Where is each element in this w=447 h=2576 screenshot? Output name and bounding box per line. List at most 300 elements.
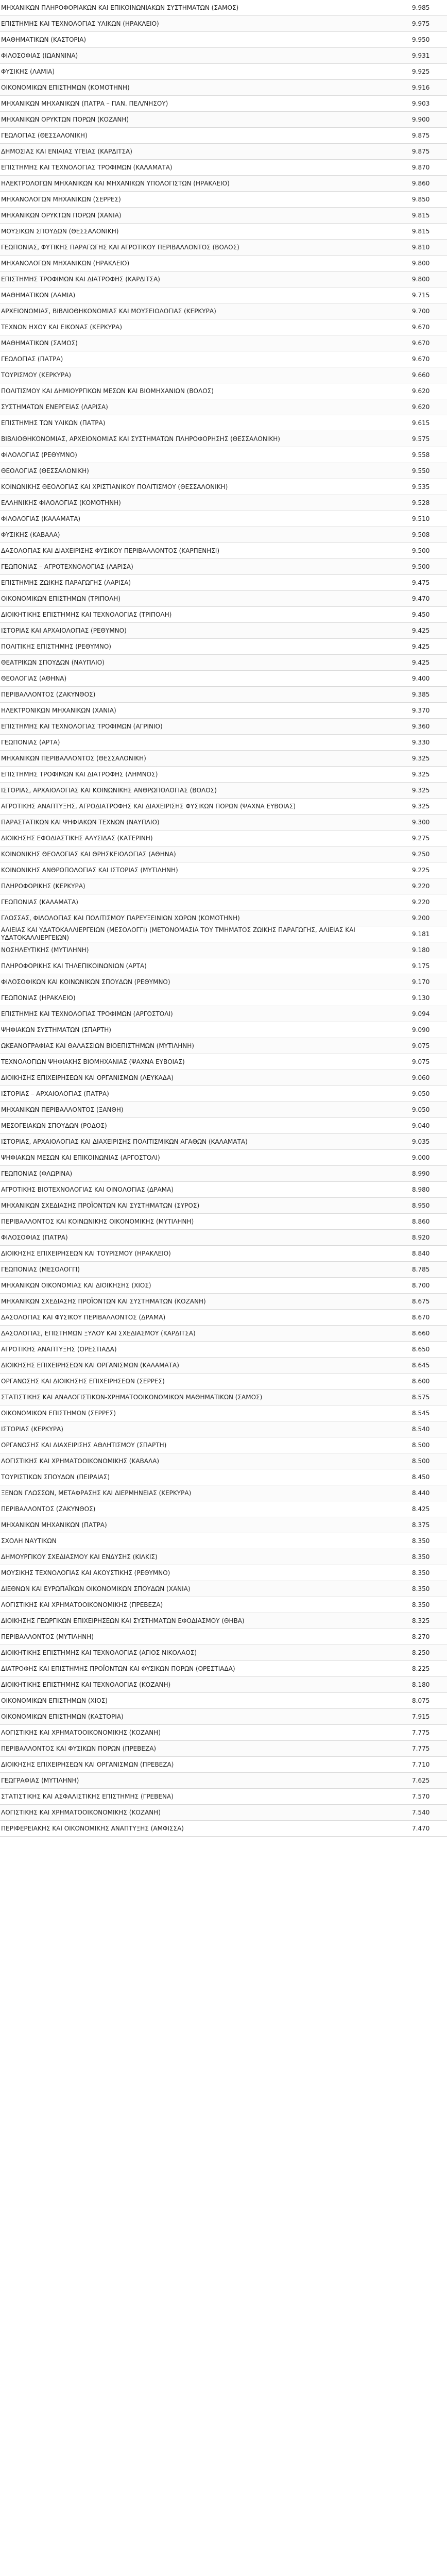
score-cell: 8.920: [409, 1230, 447, 1246]
table-row: [0, 767, 447, 783]
score-cell: 9.180: [409, 942, 447, 958]
department-name-cell: ΔΑΣΟΛΟΓΙΑΣ, ΕΠΙΣΤΗΜΩΝ ΞΥΛΟΥ ΚΑΙ ΣΧΕΔΙΑΣΜΟΥ (ΚΑΡΔΙΤΣΑ): [0, 1326, 409, 1342]
table-row: [0, 1517, 447, 1533]
table-row: [0, 1693, 447, 1709]
table-row: [0, 926, 447, 942]
department-name-cell: ΦΥΣΙΚΗΣ (ΛΑΜΙΑ): [0, 64, 409, 80]
department-name-cell: ΓΕΩΠΟΝΙΑΣ (ΚΑΛΑΜΑΤΑ): [0, 894, 409, 910]
score-cell: 8.600: [409, 1374, 447, 1389]
score-cell: 8.540: [409, 1421, 447, 1437]
score-cell: 8.500: [409, 1437, 447, 1453]
table-row: [0, 128, 447, 144]
score-cell: 7.570: [409, 1789, 447, 1805]
score-cell: 9.130: [409, 990, 447, 1006]
table-row: [0, 543, 447, 559]
table-row: [0, 671, 447, 687]
department-name-cell: ΠΟΛΙΤΙΚΗΣ ΕΠΙΣΤΗΜΗΣ (ΡΕΘΥΜΝΟ): [0, 639, 409, 655]
score-cell: 8.270: [409, 1629, 447, 1645]
score-cell: 9.170: [409, 974, 447, 990]
score-cell: 8.700: [409, 1278, 447, 1294]
department-name-cell: ΛΟΓΙΣΤΙΚΗΣ ΚΑΙ ΧΡΗΜΑΤΟΟΙΚΟΝΟΜΙΚΗΣ (ΚΑΒΑΛΑ): [0, 1453, 409, 1469]
department-name-cell: ΟΙΚΟΝΟΜΙΚΩΝ ΕΠΙΣΤΗΜΩΝ (ΧΙΟΣ): [0, 1693, 409, 1709]
score-cell: 8.980: [409, 1182, 447, 1198]
score-cell: 8.425: [409, 1501, 447, 1517]
department-name-cell: ΔΙΟΙΚΗΤΙΚΗΣ ΕΠΙΣΤΗΜΗΣ ΚΑΙ ΤΕΧΝΟΛΟΓΙΑΣ (ΤΡΙΠΟΛΗ): [0, 607, 409, 623]
department-name-cell: ΚΟΙΝΩΝΙΚΗΣ ΘΕΟΛΟΓΙΑΣ ΚΑΙ ΧΡΙΣΤΙΑΝΙΚΟΥ ΠΟΛΙΤΙΣΜΟΥ (ΘΕΣΣΑΛΟΝΙΚΗ): [0, 479, 409, 495]
score-cell: 9.200: [409, 910, 447, 926]
table-row: [0, 287, 447, 303]
table-row: [0, 623, 447, 639]
department-name-cell: ΣΥΣΤΗΜΑΤΩΝ ΕΝΕΡΓΕΙΑΣ (ΛΑΡΙΣΑ): [0, 399, 409, 415]
table-row: [0, 1773, 447, 1789]
department-name-cell: ΘΕΟΛΟΓΙΑΣ (ΘΕΣΣΑΛΟΝΙΚΗ): [0, 463, 409, 479]
table-row: [0, 735, 447, 751]
department-name-cell: ΜΗΧΑΝΙΚΩΝ ΠΕΡΙΒΑΛΛΟΝΤΟΣ (ΘΕΣΣΑΛΟΝΙΚΗ): [0, 751, 409, 767]
table-row: [0, 479, 447, 495]
table-row: [0, 783, 447, 799]
department-name-cell: ΟΙΚΟΝΟΜΙΚΩΝ ΕΠΙΣΤΗΜΩΝ (ΣΕΡΡΕΣ): [0, 1405, 409, 1421]
department-name-cell: ΓΛΩΣΣΑΣ, ΦΙΛΟΛΟΓΙΑΣ ΚΑΙ ΠΟΛΙΤΙΣΜΟΥ ΠΑΡΕΥΞΕΙΝΙΩΝ ΧΩΡΩΝ (ΚΟΜΟΤΗΝΗ): [0, 910, 409, 926]
score-cell: 9.470: [409, 591, 447, 607]
score-cell: 8.785: [409, 1262, 447, 1278]
table-row: [0, 1118, 447, 1134]
table-row: [0, 1198, 447, 1214]
table-row: [0, 383, 447, 399]
score-cell: 9.050: [409, 1086, 447, 1102]
score-cell: 9.670: [409, 335, 447, 351]
department-name-cell: ΨΗΦΙΑΚΩΝ ΜΕΣΩΝ ΚΑΙ ΕΠΙΚΟΙΝΩΝΙΑΣ (ΑΡΓΟΣΤΟΛΙ): [0, 1150, 409, 1166]
score-cell: 9.575: [409, 431, 447, 447]
department-name-cell: ΠΕΡΙΒΑΛΛΟΝΤΟΣ ΚΑΙ ΦΥΣΙΚΩΝ ΠΟΡΩΝ (ΠΡΕΒΕΖΑ): [0, 1741, 409, 1757]
score-cell: 9.175: [409, 958, 447, 974]
department-name-cell: ΦΥΣΙΚΗΣ (ΚΑΒΑΛΑ): [0, 527, 409, 543]
department-name-cell: ΣΤΑΤΙΣΤΙΚΗΣ ΚΑΙ ΑΣΦΑΛΙΣΤΙΚΗΣ ΕΠΙΣΤΗΜΗΣ (ΓΡΕΒΕΝΑ): [0, 1789, 409, 1805]
table-row: [0, 1741, 447, 1757]
department-name-cell: ΓΕΩΠΟΝΙΑΣ (ΦΛΩΡΙΝΑ): [0, 1166, 409, 1182]
table-row: [0, 447, 447, 463]
table-row: [0, 942, 447, 958]
score-cell: 9.860: [409, 176, 447, 192]
score-cell: 9.325: [409, 799, 447, 815]
score-cell: 9.250: [409, 846, 447, 862]
table-row: [0, 303, 447, 319]
department-name-cell: ΕΠΙΣΤΗΜΗΣ ΤΡΟΦΙΜΩΝ ΚΑΙ ΔΙΑΤΡΟΦΗΣ (ΛΗΜΝΟΣ): [0, 767, 409, 783]
department-name-cell: ΠΛΗΡΟΦΟΡΙΚΗΣ (ΚΕΡΚΥΡΑ): [0, 878, 409, 894]
department-name-cell: ΠΕΡΙΒΑΛΛΟΝΤΟΣ (ΖΑΚΥΝΘΟΣ): [0, 687, 409, 703]
score-cell: 8.860: [409, 1214, 447, 1230]
department-name-cell: ΤΟΥΡΙΣΜΟΥ (ΚΕΡΚΥΡΑ): [0, 367, 409, 383]
score-cell: 7.775: [409, 1741, 447, 1757]
table-row: [0, 319, 447, 335]
department-name-cell: ΝΟΣΗΛΕΥΤΙΚΗΣ (ΜΥΤΙΛΗΝΗ): [0, 942, 409, 958]
table-row: [0, 751, 447, 767]
table-row: [0, 655, 447, 671]
score-cell: 9.500: [409, 543, 447, 559]
department-name-cell: ΙΣΤΟΡΙΑΣ ΚΑΙ ΑΡΧΑΙΟΛΟΓΙΑΣ (ΡΕΘΥΜΝΟ): [0, 623, 409, 639]
table-row: [0, 1086, 447, 1102]
table-row: [0, 399, 447, 415]
table-row: [0, 1597, 447, 1613]
score-cell: 9.325: [409, 767, 447, 783]
score-cell: 9.475: [409, 575, 447, 591]
table-row: [0, 639, 447, 655]
table-row: [0, 1661, 447, 1677]
score-cell: 7.775: [409, 1725, 447, 1741]
table-row: [0, 1405, 447, 1421]
score-cell: 9.090: [409, 1022, 447, 1038]
department-name-cell: ΤΕΧΝΟΛΟΓΙΩΝ ΨΗΦΙΑΚΗΣ ΒΙΟΜΗΧΑΝΙΑΣ (ΨΑΧΝΑ ΕΥΒΟΙΑΣ): [0, 1054, 409, 1070]
department-name-cell: ΔΑΣΟΛΟΓΙΑΣ ΚΑΙ ΦΥΣΙΚΟΥ ΠΕΡΙΒΑΛΛΟΝΤΟΣ (ΔΡΑΜΑ): [0, 1310, 409, 1326]
score-cell: 9.800: [409, 272, 447, 287]
score-cell: 9.325: [409, 783, 447, 799]
table-row: [0, 703, 447, 719]
department-name-cell: ΒΙΒΛΙΟΘΗΚΟΝΟΜΙΑΣ, ΑΡΧΕΙΟΝΟΜΙΑΣ ΚΑΙ ΣΥΣΤΗΜΑΤΩΝ ΠΛΗΡΟΦΟΡΗΣΗΣ (ΘΕΣΣΑΛΟΝΙΚΗ): [0, 431, 409, 447]
department-name-cell: ΟΡΓΑΝΩΣΗΣ ΚΑΙ ΔΙΟΙΚΗΣΗΣ ΕΠΙΧΕΙΡΗΣΕΩΝ (ΣΕΡΡΕΣ): [0, 1374, 409, 1389]
score-cell: 8.350: [409, 1597, 447, 1613]
score-cell: 9.360: [409, 719, 447, 735]
table-row: [0, 224, 447, 240]
score-cell: 8.250: [409, 1645, 447, 1661]
score-cell: 9.615: [409, 415, 447, 431]
score-cell: 8.325: [409, 1613, 447, 1629]
table-row: [0, 367, 447, 383]
table-row: [0, 272, 447, 287]
score-cell: 9.300: [409, 815, 447, 831]
table-row: [0, 1581, 447, 1597]
department-name-cell: ΕΠΙΣΤΗΜΗΣ ΚΑΙ ΤΕΧΝΟΛΟΓΙΑΣ ΤΡΟΦΙΜΩΝ (ΑΓΡΙΝΙΟ): [0, 719, 409, 735]
department-name-cell: ΕΠΙΣΤΗΜΗΣ ΚΑΙ ΤΕΧΝΟΛΟΓΙΑΣ ΤΡΟΦΙΜΩΝ (ΚΑΛΑΜΑΤΑ): [0, 160, 409, 176]
department-name-cell: ΜΗΧΑΝΙΚΩΝ ΟΙΚΟΝΟΜΙΑΣ ΚΑΙ ΔΙΟΙΚΗΣΗΣ (ΧΙΟΣ): [0, 1278, 409, 1294]
score-cell: 9.528: [409, 495, 447, 511]
table-row: [0, 511, 447, 527]
table-row: [0, 1437, 447, 1453]
department-name-cell: ΦΙΛΟΣΟΦΙΑΣ (ΠΑΤΡΑ): [0, 1230, 409, 1246]
department-name-cell: ΑΡΧΕΙΟΝΟΜΙΑΣ, ΒΙΒΛΙΟΘΗΚΟΝΟΜΙΑΣ ΚΑΙ ΜΟΥΣΕΙΟΛΟΓΙΑΣ (ΚΕΡΚΥΡΑ): [0, 303, 409, 319]
department-name-cell: ΜΟΥΣΙΚΗΣ ΤΕΧΝΟΛΟΓΙΑΣ ΚΑΙ ΑΚΟΥΣΤΙΚΗΣ (ΡΕΘΥΜΝΟ): [0, 1565, 409, 1581]
score-cell: 9.450: [409, 607, 447, 623]
table-row: [0, 1326, 447, 1342]
table-row: [0, 1054, 447, 1070]
score-cell: 9.094: [409, 1006, 447, 1022]
table-row: [0, 719, 447, 735]
department-name-cell: ΗΛΕΚΤΡΟΛΟΓΩΝ ΜΗΧΑΝΙΚΩΝ ΚΑΙ ΜΗΧΑΝΙΚΩΝ ΥΠΟΛΟΓΙΣΤΩΝ (ΗΡΑΚΛΕΙΟ): [0, 176, 409, 192]
table-row: [0, 910, 447, 926]
score-cell: 9.670: [409, 351, 447, 367]
score-cell: 9.950: [409, 32, 447, 48]
table-row: [0, 144, 447, 160]
department-name-cell: ΚΟΙΝΩΝΙΚΗΣ ΑΝΘΡΩΠΟΛΟΓΙΑΣ ΚΑΙ ΙΣΤΟΡΙΑΣ (ΜΥΤΙΛΗΝΗ): [0, 862, 409, 878]
department-name-cell: ΔΙΟΙΚΗΣΗΣ ΕΠΙΧΕΙΡΗΣΕΩΝ ΚΑΙ ΟΡΓΑΝΙΣΜΩΝ (ΚΑΛΑΜΑΤΑ): [0, 1358, 409, 1374]
department-name-cell: ΠΑΡΑΣΤΑΤΙΚΩΝ ΚΑΙ ΨΗΦΙΑΚΩΝ ΤΕΧΝΩΝ (ΝΑΥΠΛΙΟ): [0, 815, 409, 831]
table-row: [0, 1374, 447, 1389]
department-name-cell: ΕΠΙΣΤΗΜΗΣ ΚΑΙ ΤΕΧΝΟΛΟΓΙΑΣ ΥΛΙΚΩΝ (ΗΡΑΚΛΕΙΟ): [0, 16, 409, 32]
department-name-cell: ΛΟΓΙΣΤΙΚΗΣ ΚΑΙ ΧΡΗΜΑΤΟΟΙΚΟΝΟΜΙΚΗΣ (ΠΡΕΒΕΖΑ): [0, 1597, 409, 1613]
table-row: [0, 1757, 447, 1773]
score-cell: 9.040: [409, 1118, 447, 1134]
table-row: [0, 1453, 447, 1469]
table-row: [0, 815, 447, 831]
department-name-cell: ΑΓΡΟΤΙΚΗΣ ΒΙΟΤΕΧΝΟΛΟΓΙΑΣ ΚΑΙ ΟΙΝΟΛΟΓΙΑΣ (ΔΡΑΜΑ): [0, 1182, 409, 1198]
department-name-cell: ΔΗΜΟΣΙΑΣ ΚΑΙ ΕΝΙΑΙΑΣ ΥΓΕΙΑΣ (ΚΑΡΔΙΤΣΑ): [0, 144, 409, 160]
department-name-cell: ΜΗΧΑΝΙΚΩΝ ΣΧΕΔΙΑΣΗΣ ΠΡΟΪΟΝΤΩΝ ΚΑΙ ΣΥΣΤΗΜΑΤΩΝ (ΚΟΖΑΝΗ): [0, 1294, 409, 1310]
score-cell: 8.500: [409, 1453, 447, 1469]
table-row: [0, 176, 447, 192]
score-cell: 8.645: [409, 1358, 447, 1374]
table-row: [0, 846, 447, 862]
score-cell: 9.810: [409, 240, 447, 256]
score-cell: 9.425: [409, 655, 447, 671]
score-cell: 8.350: [409, 1581, 447, 1597]
department-name-cell: ΓΕΩΠΟΝΙΑΣ (ΗΡΑΚΛΕΙΟ): [0, 990, 409, 1006]
department-name-cell: ΔΙΑΤΡΟΦΗΣ ΚΑΙ ΕΠΙΣΤΗΜΗΣ ΠΡΟΪΟΝΤΩΝ ΚΑΙ ΦΥΣΙΚΩΝ ΠΟΡΩΝ (ΟΡΕΣΤΙΑΔΑ): [0, 1661, 409, 1677]
score-cell: 9.903: [409, 96, 447, 112]
department-name-cell: ΟΙΚΟΝΟΜΙΚΩΝ ΕΠΙΣΤΗΜΩΝ (ΤΡΙΠΟΛΗ): [0, 591, 409, 607]
table-row: [0, 974, 447, 990]
score-cell: 9.875: [409, 144, 447, 160]
department-name-cell: ΑΛΙΕΙΑΣ ΚΑΙ ΥΔΑΤΟΚΑΛΛΙΕΡΓΕΙΩΝ (ΜΕΣΟΛΟΓΓΙ) (ΜΕΤΟΝΟΜΑΣΙΑ ΤΟΥ ΤΜΗΜΑΤΟΣ ΖΩΙΚΗΣ ΠΑΡΑΓΩΓΗΣ, ΑΛΙΕΙΑΣ ΚΑΙ ΥΔΑΤΟΚΑΛΛΙΕΡΓΕΙΩΝ): [0, 926, 409, 942]
table-row: [0, 1262, 447, 1278]
department-name-cell: ΕΛΛΗΝΙΚΗΣ ΦΙΛΟΛΟΓΙΑΣ (ΚΟΜΟΤΗΝΗ): [0, 495, 409, 511]
department-name-cell: ΜΑΘΗΜΑΤΙΚΩΝ (ΚΑΣΤΟΡΙΑ): [0, 32, 409, 48]
table-row: [0, 831, 447, 846]
department-name-cell: ΜΟΥΣΙΚΩΝ ΣΠΟΥΔΩΝ (ΘΕΣΣΑΛΟΝΙΚΗ): [0, 224, 409, 240]
table-row: [0, 192, 447, 208]
department-name-cell: ΜΑΘΗΜΑΤΙΚΩΝ (ΛΑΜΙΑ): [0, 287, 409, 303]
table-row: [0, 799, 447, 815]
department-name-cell: ΜΗΧΑΝΙΚΩΝ ΜΗΧΑΝΙΚΩΝ (ΠΑΤΡΑ – ΠΑΝ. ΠΕΛ/ΝΗΣΟΥ): [0, 96, 409, 112]
department-name-cell: ΕΠΙΣΤΗΜΗΣ ΤΩΝ ΥΛΙΚΩΝ (ΠΑΤΡΑ): [0, 415, 409, 431]
table-row: [0, 591, 447, 607]
score-cell: 8.650: [409, 1342, 447, 1358]
department-name-cell: ΙΣΤΟΡΙΑΣ – ΑΡΧΑΙΟΛΟΓΙΑΣ (ΠΑΤΡΑ): [0, 1086, 409, 1102]
score-cell: 9.900: [409, 112, 447, 128]
department-name-cell: ΣΧΟΛΗ ΝΑΥΤΙΚΩΝ: [0, 1533, 409, 1549]
table-row: [0, 1230, 447, 1246]
department-name-cell: ΜΗΧΑΝΙΚΩΝ ΜΗΧΑΝΙΚΩΝ (ΠΑΤΡΑ): [0, 1517, 409, 1533]
department-name-cell: ΦΙΛΟΣΟΦΙΑΣ (ΙΩΑΝΝΙΝΑ): [0, 48, 409, 64]
department-name-cell: ΓΕΩΠΟΝΙΑΣ, ΦΥΤΙΚΗΣ ΠΑΡΑΓΩΓΗΣ ΚΑΙ ΑΓΡΟΤΙΚΟΥ ΠΕΡΙΒΑΛΛΟΝΤΟΣ (ΒΟΛΟΣ): [0, 240, 409, 256]
table-row: [0, 1485, 447, 1501]
score-cell: 9.815: [409, 208, 447, 224]
department-name-cell: ΓΕΩΛΟΓΙΑΣ (ΘΕΣΣΑΛΟΝΙΚΗ): [0, 128, 409, 144]
score-cell: 9.931: [409, 48, 447, 64]
table-row: [0, 990, 447, 1006]
score-cell: 9.925: [409, 64, 447, 80]
score-cell: 7.470: [409, 1821, 447, 1837]
department-name-cell: ΑΓΡΟΤΙΚΗΣ ΑΝΑΠΤΥΞΗΣ (ΟΡΕΣΤΙΑΔΑ): [0, 1342, 409, 1358]
department-name-cell: ΦΙΛΟΛΟΓΙΑΣ (ΚΑΛΑΜΑΤΑ): [0, 511, 409, 527]
score-cell: 8.375: [409, 1517, 447, 1533]
score-cell: 9.620: [409, 383, 447, 399]
score-cell: 8.660: [409, 1326, 447, 1342]
table-row: [0, 1166, 447, 1182]
table-row: [0, 575, 447, 591]
score-cell: 8.840: [409, 1246, 447, 1262]
score-cell: 9.370: [409, 703, 447, 719]
score-cell: 9.035: [409, 1134, 447, 1150]
score-cell: 9.425: [409, 639, 447, 655]
table-row: [0, 1789, 447, 1805]
score-cell: 8.350: [409, 1533, 447, 1549]
score-cell: 8.545: [409, 1405, 447, 1421]
department-name-cell: ΓΕΩΛΟΓΙΑΣ (ΠΑΤΡΑ): [0, 351, 409, 367]
score-cell: 9.181: [409, 926, 447, 942]
department-name-cell: ΜΗΧΑΝΙΚΩΝ ΟΡΥΚΤΩΝ ΠΟΡΩΝ (ΚΟΖΑΝΗ): [0, 112, 409, 128]
department-name-cell: ΕΠΙΣΤΗΜΗΣ ΖΩΙΚΗΣ ΠΑΡΑΓΩΓΗΣ (ΛΑΡΙΣΑ): [0, 575, 409, 591]
score-cell: 9.800: [409, 256, 447, 272]
department-name-cell: ΔΙΟΙΚΗΣΗΣ ΕΠΙΧΕΙΡΗΣΕΩΝ ΚΑΙ ΟΡΓΑΝΙΣΜΩΝ (ΛΕΥΚΑΔΑ): [0, 1070, 409, 1086]
table-row: [0, 1022, 447, 1038]
score-cell: 8.350: [409, 1549, 447, 1565]
table-row: [0, 1150, 447, 1166]
department-name-cell: ΜΗΧΑΝΙΚΩΝ ΠΕΡΙΒΑΛΛΟΝΤΟΣ (ΞΑΝΘΗ): [0, 1102, 409, 1118]
table-row: [0, 1613, 447, 1629]
score-cell: 9.075: [409, 1038, 447, 1054]
department-name-cell: ΘΕΟΛΟΓΙΑΣ (ΑΘΗΝΑ): [0, 671, 409, 687]
table-row: [0, 351, 447, 367]
score-cell: 9.400: [409, 671, 447, 687]
score-cell: 9.075: [409, 1054, 447, 1070]
score-cell: 9.975: [409, 16, 447, 32]
table-row: [0, 1294, 447, 1310]
table-row: [0, 48, 447, 64]
score-cell: 7.915: [409, 1709, 447, 1725]
department-name-cell: ΔΙΟΙΚΗΣΗΣ ΕΠΙΧΕΙΡΗΣΕΩΝ ΚΑΙ ΤΟΥΡΙΣΜΟΥ (ΗΡΑΚΛΕΙΟ): [0, 1246, 409, 1262]
department-name-cell: ΙΣΤΟΡΙΑΣ (ΚΕΡΚΥΡΑ): [0, 1421, 409, 1437]
table-row: [0, 160, 447, 176]
score-cell: 9.670: [409, 319, 447, 335]
department-name-cell: ΦΙΛΟΛΟΓΙΑΣ (ΡΕΘΥΜΝΟ): [0, 447, 409, 463]
department-name-cell: ΠΕΡΙΦΕΡΕΙΑΚΗΣ ΚΑΙ ΟΙΚΟΝΟΜΙΚΗΣ ΑΝΑΠΤΥΞΗΣ (ΑΜΦΙΣΣΑ): [0, 1821, 409, 1837]
table-row: [0, 415, 447, 431]
department-name-cell: ΓΕΩΠΟΝΙΑΣ – ΑΓΡΟΤΕΧΝΟΛΟΓΙΑΣ (ΛΑΡΙΣΑ): [0, 559, 409, 575]
score-cell: 8.990: [409, 1166, 447, 1182]
department-name-cell: ΤΟΥΡΙΣΤΙΚΩΝ ΣΠΟΥΔΩΝ (ΠΕΙΡΑΙΑΣ): [0, 1469, 409, 1485]
score-cell: 8.225: [409, 1661, 447, 1677]
table-row: [0, 208, 447, 224]
score-cell: 9.000: [409, 1150, 447, 1166]
table-row: [0, 1278, 447, 1294]
department-name-cell: ΜΕΣΟΓΕΙΑΚΩΝ ΣΠΟΥΔΩΝ (ΡΟΔΟΣ): [0, 1118, 409, 1134]
table-row: [0, 1214, 447, 1230]
score-cell: 9.220: [409, 894, 447, 910]
department-name-cell: ΤΕΧΝΩΝ ΗΧΟΥ ΚΑΙ ΕΙΚΟΝΑΣ (ΚΕΡΚΥΡΑ): [0, 319, 409, 335]
score-cell: 9.060: [409, 1070, 447, 1086]
department-name-cell: ΕΠΙΣΤΗΜΗΣ ΤΡΟΦΙΜΩΝ ΚΑΙ ΔΙΑΤΡΟΦΗΣ (ΚΑΡΔΙΤΣΑ): [0, 272, 409, 287]
score-cell: 9.985: [409, 0, 447, 16]
table-row: [0, 463, 447, 479]
score-cell: 9.850: [409, 192, 447, 208]
table-row: [0, 32, 447, 48]
department-name-cell: ΟΙΚΟΝΟΜΙΚΩΝ ΕΠΙΣΤΗΜΩΝ (ΚΟΜΟΤΗΝΗ): [0, 80, 409, 96]
score-cell: 9.385: [409, 687, 447, 703]
score-cell: 8.350: [409, 1565, 447, 1581]
department-name-cell: ΨΗΦΙΑΚΩΝ ΣΥΣΤΗΜΑΤΩΝ (ΣΠΑΡΤΗ): [0, 1022, 409, 1038]
table-row: [0, 1070, 447, 1086]
department-name-cell: ΟΙΚΟΝΟΜΙΚΩΝ ΕΠΙΣΤΗΜΩΝ (ΚΑΣΤΟΡΙΑ): [0, 1709, 409, 1725]
department-name-cell: ΚΟΙΝΩΝΙΚΗΣ ΘΕΟΛΟΓΙΑΣ ΚΑΙ ΘΡΗΣΚΕΙΟΛΟΓΙΑΣ (ΑΘΗΝΑ): [0, 846, 409, 862]
score-cell: 8.675: [409, 1294, 447, 1310]
table-row: [0, 958, 447, 974]
score-cell: 9.508: [409, 527, 447, 543]
score-cell: 7.540: [409, 1805, 447, 1821]
department-name-cell: ΛΟΓΙΣΤΙΚΗΣ ΚΑΙ ΧΡΗΜΑΤΟΟΙΚΟΝΟΜΙΚΗΣ (ΚΟΖΑΝΗ): [0, 1805, 409, 1821]
table-row: [0, 559, 447, 575]
score-cell: 9.550: [409, 463, 447, 479]
table-row: [0, 1709, 447, 1725]
department-name-cell: ΔΙΟΙΚΗΤΙΚΗΣ ΕΠΙΣΤΗΜΗΣ ΚΑΙ ΤΕΧΝΟΛΟΓΙΑΣ (ΚΟΖΑΝΗ): [0, 1677, 409, 1693]
department-name-cell: ΗΛΕΚΤΡΟΝΙΚΩΝ ΜΗΧΑΝΙΚΩΝ (ΧΑΝΙΑ): [0, 703, 409, 719]
department-name-cell: ΜΗΧΑΝΙΚΩΝ ΠΛΗΡΟΦΟΡΙΑΚΩΝ ΚΑΙ ΕΠΙΚΟΙΝΩΝΙΑΚΩΝ ΣΥΣΤΗΜΑΤΩΝ (ΣΑΜΟΣ): [0, 0, 409, 16]
score-cell: 9.715: [409, 287, 447, 303]
department-name-cell: ΔΙΟΙΚΗΤΙΚΗΣ ΕΠΙΣΤΗΜΗΣ ΚΑΙ ΤΕΧΝΟΛΟΓΙΑΣ (ΑΓΙΟΣ ΝΙΚΟΛΑΟΣ): [0, 1645, 409, 1661]
table-row: [0, 0, 447, 16]
score-cell: 8.450: [409, 1469, 447, 1485]
department-name-cell: ΓΕΩΠΟΝΙΑΣ (ΜΕΣΟΛΟΓΓΙ): [0, 1262, 409, 1278]
table-row: [0, 1821, 447, 1837]
department-name-cell: ΟΡΓΑΝΩΣΗΣ ΚΑΙ ΔΙΑΧΕΙΡΙΣΗΣ ΑΘΛΗΤΙΣΜΟΥ (ΣΠΑΡΤΗ): [0, 1437, 409, 1453]
score-cell: 9.875: [409, 128, 447, 144]
table-row: [0, 1358, 447, 1374]
score-cell: 9.510: [409, 511, 447, 527]
table-row: [0, 1134, 447, 1150]
department-name-cell: ΠΛΗΡΟΦΟΡΙΚΗΣ ΚΑΙ ΤΗΛΕΠΙΚΟΙΝΩΝΙΩΝ (ΑΡΤΑ): [0, 958, 409, 974]
department-name-cell: ΕΠΙΣΤΗΜΗΣ ΚΑΙ ΤΕΧΝΟΛΟΓΙΑΣ ΤΡΟΦΙΜΩΝ (ΑΡΓΟΣΤΟΛΙ): [0, 1006, 409, 1022]
table-row: [0, 1629, 447, 1645]
score-cell: 9.225: [409, 862, 447, 878]
department-name-cell: ΠΟΛΙΤΙΣΜΟΥ ΚΑΙ ΔΗΜΙΟΥΡΓΙΚΩΝ ΜΕΣΩΝ ΚΑΙ ΒΙΟΜΗΧΑΝΙΩΝ (ΒΟΛΟΣ): [0, 383, 409, 399]
table-row: [0, 1501, 447, 1517]
department-name-cell: ΔΗΜΟΥΡΓΙΚΟΥ ΣΧΕΔΙΑΣΜΟΥ ΚΑΙ ΕΝΔΥΣΗΣ (ΚΙΛΚΙΣ): [0, 1549, 409, 1565]
score-cell: 9.916: [409, 80, 447, 96]
table-row: [0, 1421, 447, 1437]
table-row: [0, 240, 447, 256]
score-cell: 9.050: [409, 1102, 447, 1118]
table-row: [0, 1725, 447, 1741]
table-row: [0, 80, 447, 96]
department-name-cell: ΜΗΧΑΝΙΚΩΝ ΟΡΥΚΤΩΝ ΠΟΡΩΝ (ΧΑΝΙΑ): [0, 208, 409, 224]
score-cell: 9.325: [409, 751, 447, 767]
table-row: [0, 1310, 447, 1326]
table-row: [0, 1565, 447, 1581]
department-name-cell: ΔΙΟΙΚΗΣΗΣ ΕΦΟΔΙΑΣΤΙΚΗΣ ΑΛΥΣΙΔΑΣ (ΚΑΤΕΡΙΝΗ): [0, 831, 409, 846]
table-row: [0, 607, 447, 623]
department-name-cell: ΜΗΧΑΝΙΚΩΝ ΣΧΕΔΙΑΣΗΣ ΠΡΟΪΟΝΤΩΝ ΚΑΙ ΣΥΣΤΗΜΑΤΩΝ (ΣΥΡΟΣ): [0, 1198, 409, 1214]
table-row: [0, 1246, 447, 1262]
table-row: [0, 1677, 447, 1693]
score-cell: 8.950: [409, 1198, 447, 1214]
department-name-cell: ΦΙΛΟΣΟΦΙΚΩΝ ΚΑΙ ΚΟΙΝΩΝΙΚΩΝ ΣΠΟΥΔΩΝ (ΡΕΘΥΜΝΟ): [0, 974, 409, 990]
score-cell: 9.220: [409, 878, 447, 894]
department-name-cell: ΘΕΑΤΡΙΚΩΝ ΣΠΟΥΔΩΝ (ΝΑΥΠΛΙΟ): [0, 655, 409, 671]
table-row: [0, 16, 447, 32]
table-row: [0, 527, 447, 543]
table-row: [0, 1645, 447, 1661]
table-row: [0, 335, 447, 351]
score-cell: 9.660: [409, 367, 447, 383]
table-row: [0, 1102, 447, 1118]
score-cell: 9.535: [409, 479, 447, 495]
table-row: [0, 96, 447, 112]
score-cell: 7.710: [409, 1757, 447, 1773]
department-name-cell: ΜΑΘΗΜΑΤΙΚΩΝ (ΣΑΜΟΣ): [0, 335, 409, 351]
score-cell: 9.500: [409, 559, 447, 575]
table-row: [0, 878, 447, 894]
table-row: [0, 1342, 447, 1358]
table-row: [0, 1182, 447, 1198]
table-row: [0, 495, 447, 511]
department-name-cell: ΔΙΟΙΚΗΣΗΣ ΕΠΙΧΕΙΡΗΣΕΩΝ ΚΑΙ ΟΡΓΑΝΙΣΜΩΝ (ΠΡΕΒΕΖΑ): [0, 1757, 409, 1773]
